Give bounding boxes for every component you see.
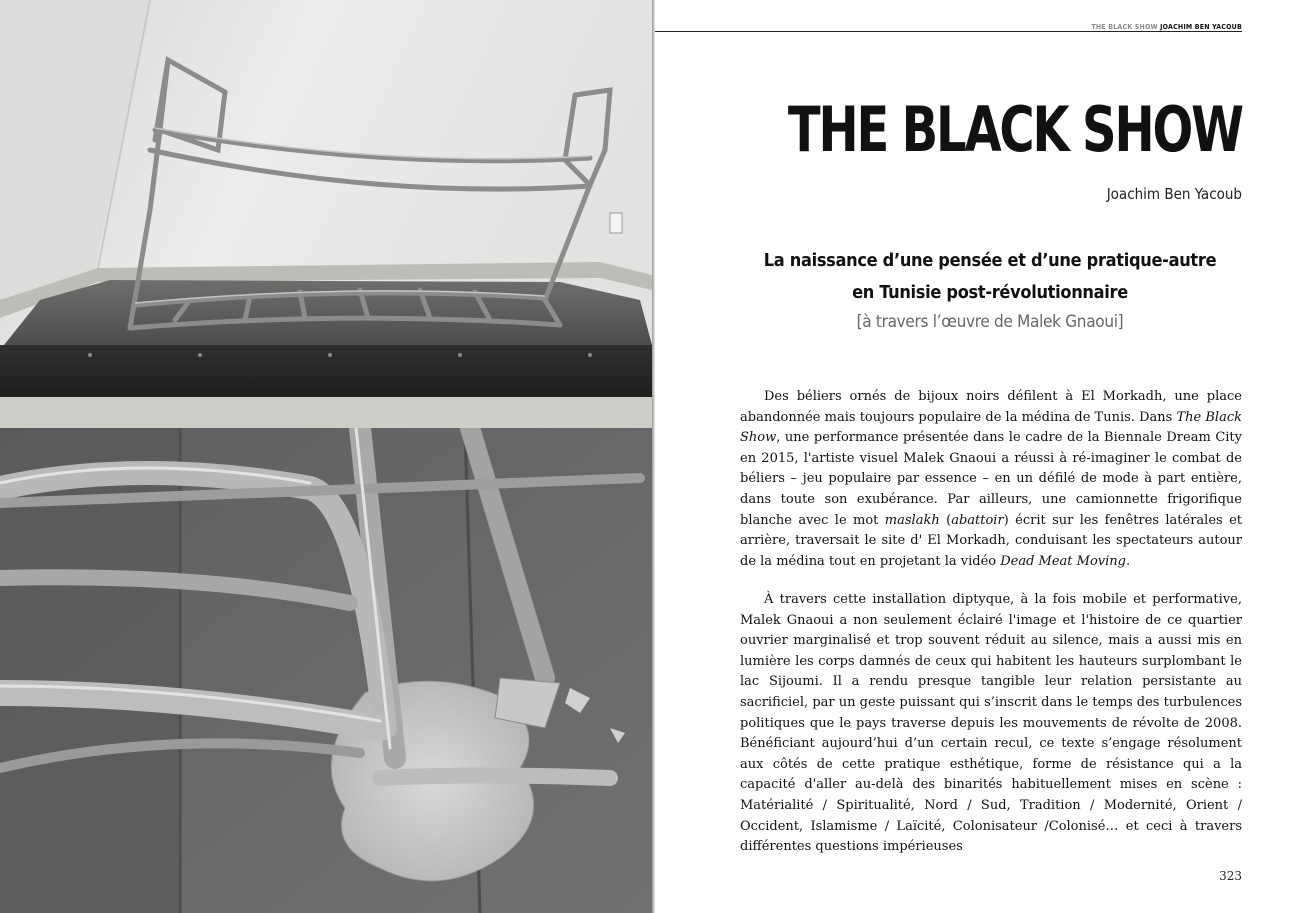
running-head-title: THE BLACK SHOW — [1091, 23, 1158, 31]
text-page — [655, 0, 1305, 913]
article-title: THE BLACK SHOW — [788, 93, 1242, 166]
italic-term: maslakh — [884, 512, 940, 528]
paragraph-1-text: Des béliers ornés de bijoux noirs défilent à El Morkadh, une place abandonnée mais toujours populaire de la médina de Tunis. Dans — [740, 389, 1242, 425]
paragraph-1-text: ) écrit sur les fenêtres latérales et arrière, traversait le site d' El Morkadh, conduisant les spectateurs autour de la médina tout en projetant la vidéo — [740, 512, 1243, 569]
article-author: Joachim Ben Yacoub — [1106, 185, 1242, 203]
paragraph-1-text: ( — [939, 512, 952, 528]
italic-term: abattoir — [951, 512, 1004, 528]
running-head — [1091, 23, 1242, 31]
photo-page — [0, 0, 652, 913]
subtitle-line-1: La naissance d’une pensée et d’une pratique-autre — [763, 250, 1217, 271]
subtitle-line-2: en Tunisie post-révolutionnaire — [852, 282, 1128, 303]
subtitle-note: [à travers l’œuvre de Malek Gnaoui] — [856, 312, 1124, 332]
body-paragraph-1 — [740, 387, 1242, 572]
italic-work-title: The Black Show — [740, 409, 1242, 446]
paragraph-1-text: . — [1126, 553, 1131, 569]
body-paragraph-2 — [740, 590, 1242, 858]
page-number: 323 — [1219, 869, 1242, 883]
installation-photo-detail-melted-metal — [0, 428, 652, 913]
running-head-author: JOACHIM BEN YACOUB — [1160, 23, 1242, 31]
header-rule — [655, 31, 1242, 32]
paragraph-2-text: À travers cette installation diptyque, à la fois mobile et performative, Malek Gnaoui a non seulement éclairé l'image et l'histoire de ce quartier ouvrier marginalisé et trop souvent réduit au silence, mais a aussi mis en lumière les corps damnés de ceux qui habitent les hauteurs surplombant le lac Sijoumi. Il a rendu presque tangible leur relation persistante au sacrificiel, par un geste puissant qui s’inscrit dans le temps des turbulences politiques que le pays traverse depuis les mouvements de révolte de 2008. Bénéficiant aujourd’hui d’un certain recul, ce texte s’engage résolument aux côtés de cette pratique esthétique, forme de résistance qui a la capacité d'aller au-delà des binarités habituellement mises en scène : Matérialité / Spiritualité, Nord / Sud, Tradition / Modernité, Orient / Occident, Islamisme / Laïcité, Colonisateur /Colonisé… et ceci à travers différentes questions impérieuses — [740, 592, 1242, 855]
installation-photo-frame-on-platform — [0, 0, 652, 428]
paragraph-1-text: , une performance présentée dans le cadre de la Biennale Dream City en 2015, l'artiste visuel Malek Gnaoui a réussi à ré-imaginer le combat de béliers – jeu populaire par essence – en un défilé de mode à part entière, dans toute son exubérance. Par ailleurs, une camionnette frigorifique blanche avec le mot — [740, 430, 1242, 528]
italic-video-title: Dead Meat Moving — [1000, 553, 1127, 569]
